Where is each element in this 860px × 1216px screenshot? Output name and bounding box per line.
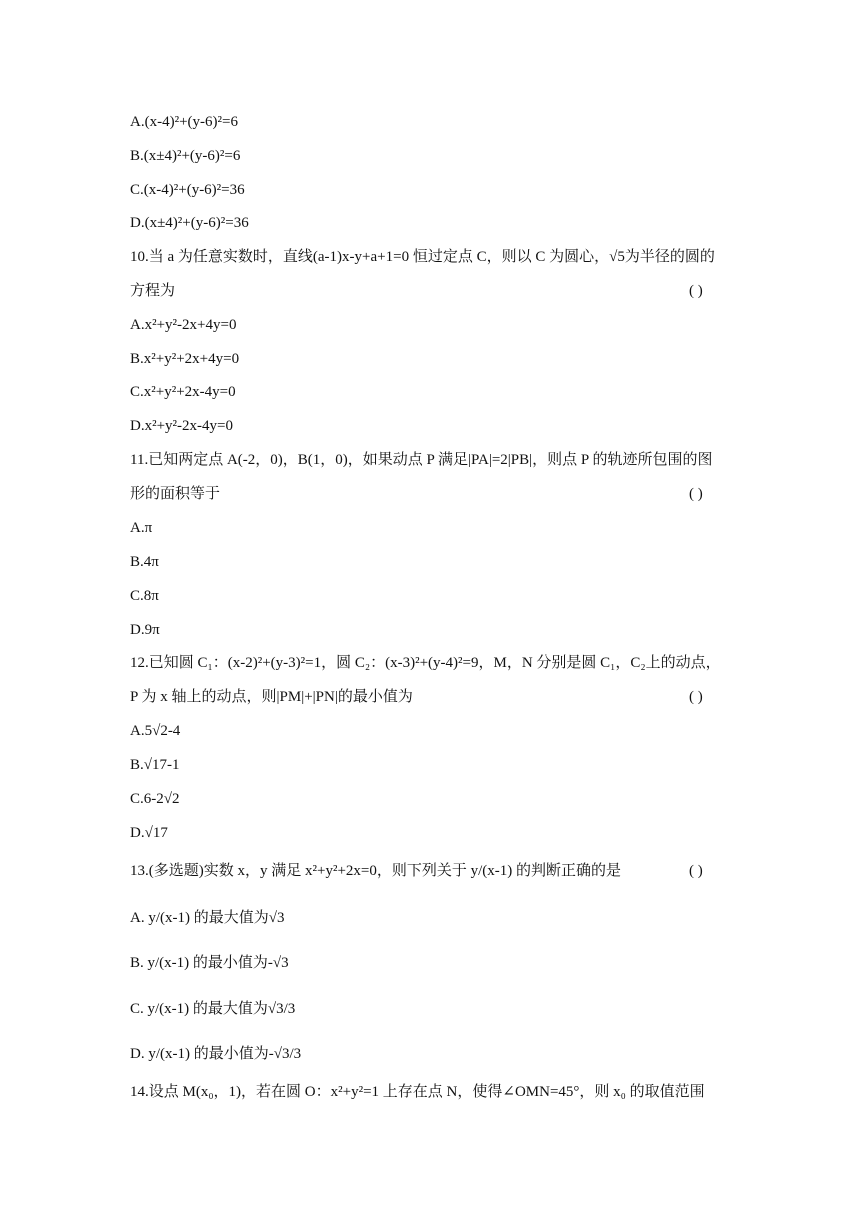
q13-option-b: B. y/(x-1) 的最小值为-√3 [130, 955, 289, 971]
q10-answer-paren: ( ) [689, 283, 703, 299]
q13-option-d: D. y/(x-1) 的最小值为-√3/3 [130, 1046, 302, 1062]
q12-option-a: A.5√2-4 [130, 723, 181, 739]
q13-option-c: C. y/(x-1) 的最大值为√3/3 [130, 1001, 296, 1017]
q11-option-b: B.4π [130, 554, 159, 570]
q10-option-c: C.x²+y²+2x-4y=0 [130, 384, 236, 400]
q9-option-d: D.(x±4)²+(y-6)²=36 [130, 215, 249, 231]
q11-answer-paren: ( ) [689, 486, 703, 502]
q10-option-a: A.x²+y²-2x+4y=0 [130, 317, 237, 333]
q9-option-a: A.(x-4)²+(y-6)²=6 [130, 114, 238, 130]
q10-stem-line2: 方程为 [130, 283, 176, 299]
q12-option-c: C.6-2√2 [130, 791, 180, 807]
q14-stem-line1: 14.设点 M(x₀，1)，若在圆 O：x²+y²=1 上存在点 N，使得∠OMN=45°，则 x₀ 的取值范围 [130, 1084, 705, 1100]
q12-option-b: B.√17-1 [130, 757, 180, 773]
q10-option-d: D.x²+y²-2x-4y=0 [130, 418, 233, 434]
q13-stem: 13.(多选题)实数 x，y 满足 x²+y²+2x=0，则下列关于 y/(x-1) 的判断正确的是 [130, 863, 622, 879]
q9-option-b: B.(x±4)²+(y-6)²=6 [130, 148, 241, 164]
q12-stem-line1: 12.已知圆 C₁：(x-2)²+(y-3)²=1，圆 C₂：(x-3)²+(y-4)²=9，M，N 分别是圆 C₁，C₂上的动点， [130, 655, 721, 671]
q11-stem-line1: 11.已知两定点 A(-2，0)，B(1，0)，如果动点 P 满足|PA|=2|PB|，则点 P 的轨迹所包围的图 [130, 452, 713, 468]
q11-stem-line2: 形的面积等于 [130, 486, 221, 502]
q12-stem-line2: P 为 x 轴上的动点，则|PM|+|PN|的最小值为 [130, 689, 413, 705]
q11-option-c: C.8π [130, 588, 159, 604]
q11-option-d: D.9π [130, 622, 160, 638]
q9-option-c: C.(x-4)²+(y-6)²=36 [130, 182, 245, 198]
q10-option-b: B.x²+y²+2x+4y=0 [130, 351, 240, 367]
q12-answer-paren: ( ) [689, 689, 703, 705]
q12-option-d: D.√17 [130, 825, 168, 841]
q10-stem-line1: 10.当 a 为任意实数时，直线(a-1)x-y+a+1=0 恒过定点 C，则以 C 为圆心，√5为半径的圆的 [130, 249, 715, 265]
q13-option-a: A. y/(x-1) 的最大值为√3 [130, 910, 285, 926]
q11-option-a: A.π [130, 520, 153, 536]
q13-answer-paren: ( ) [689, 863, 703, 879]
